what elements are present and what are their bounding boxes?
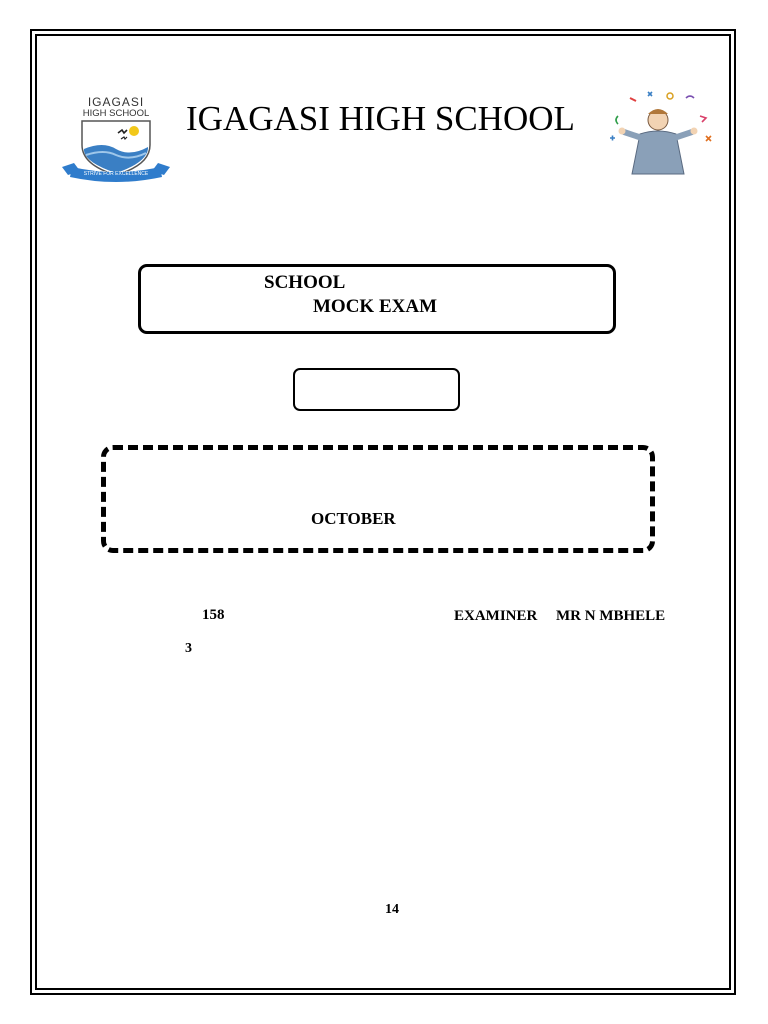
exam-duration: 3 xyxy=(185,641,192,656)
exam-title-line2: MOCK EXAM xyxy=(313,296,438,317)
exam-title-line1: SCHOOL xyxy=(264,272,346,293)
student-juggling-numbers-icon xyxy=(600,86,718,184)
exam-month: OCTOBER xyxy=(311,509,396,528)
page-count: 14 xyxy=(385,902,399,917)
logo-motto: STRIVE FOR EXCELLENCE xyxy=(83,171,149,177)
examiner-label: EXAMINER xyxy=(454,608,538,624)
school-title: IGAGASI HIGH SCHOOL xyxy=(186,99,575,138)
logo-name: IGAGASI xyxy=(87,95,145,109)
school-logo xyxy=(58,93,174,189)
math-student-illustration xyxy=(600,86,718,189)
date-box xyxy=(101,445,655,553)
total-marks: 158 xyxy=(202,607,225,623)
examiner-name: MR N MBHELE xyxy=(556,608,666,624)
subject-box xyxy=(293,368,460,411)
logo-subtitle: HIGH SCHOOL xyxy=(82,108,150,119)
